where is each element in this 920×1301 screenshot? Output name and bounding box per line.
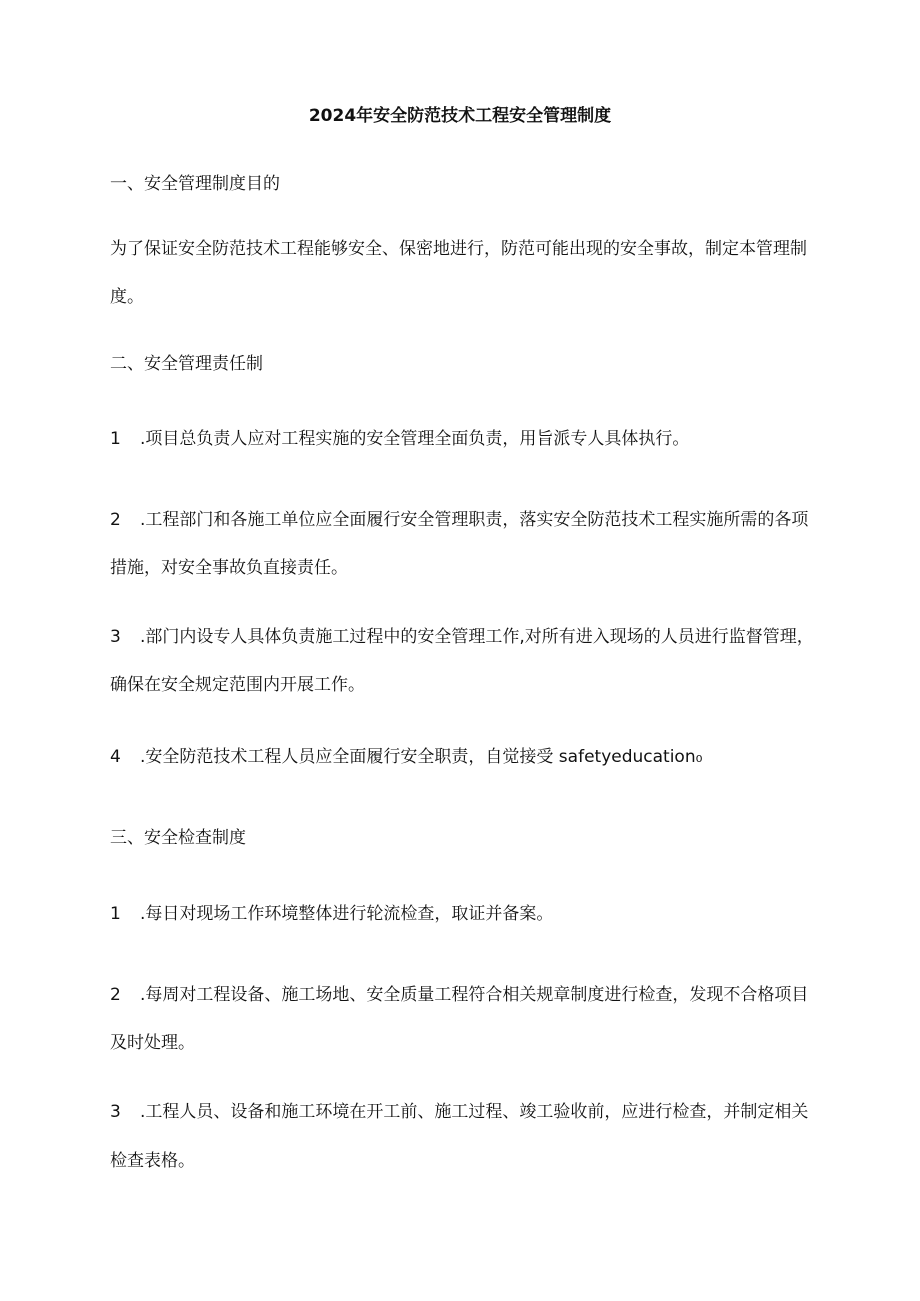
item-text: .每日对现场工作环境整体进行轮流检查，取证并备案。 <box>140 904 554 924</box>
section-heading: 三、安全检查制度 <box>110 828 246 848</box>
list-item <box>110 507 808 533</box>
item-text: .每周对工程设备、施工场地、安全质量工程符合相关规章制度进行检查，发现不合格项目 <box>140 985 809 1005</box>
item-text: .工程部门和各施工单位应全面履行安全管理职责，落实安全防范技术工程实施所需的各项 <box>140 510 809 530</box>
list-item <box>110 982 808 1008</box>
section-heading: 一、安全管理制度目的 <box>110 174 280 194</box>
item-text-continuation: 及时处理。 <box>110 1033 195 1053</box>
item-text-continuation: 确保在安全规定范围内开展工作。 <box>110 675 365 695</box>
item-text: .项目总负责人应对工程实施的安全管理全面负责，用旨派专人具体执行。 <box>140 429 690 449</box>
item-text: .安全防范技术工程人员应全面履行安全职责，自觉接受 safetyeducation₀ <box>140 747 703 767</box>
item-text: .工程人员、设备和施工环境在开工前、施工过程、竣工验收前，应进行检查，并制定相关 <box>140 1102 809 1122</box>
item-number: 4 <box>110 747 121 767</box>
paragraph-line: 度。 <box>110 287 144 307</box>
document-title: 2024年安全防范技术工程安全管理制度 <box>308 106 612 126</box>
list-item <box>110 1099 808 1125</box>
item-number: 3 <box>110 1102 121 1122</box>
item-text-continuation: 措施，对安全事故负直接责任。 <box>110 558 348 578</box>
list-item <box>110 426 689 452</box>
item-number: 1 <box>110 429 121 449</box>
item-number: 1 <box>110 904 121 924</box>
paragraph-line: 为了保证安全防范技术工程能够安全、保密地进行，防范可能出现的安全事故，制定本管理制 <box>110 239 807 259</box>
list-item <box>110 744 702 770</box>
list-item <box>110 901 553 927</box>
item-number: 2 <box>110 510 121 530</box>
item-number: 2 <box>110 985 121 1005</box>
section-heading: 二、安全管理责任制 <box>110 354 263 374</box>
item-text-continuation: 检查表格。 <box>110 1151 195 1171</box>
item-number: 3 <box>110 627 121 647</box>
list-item <box>110 624 814 650</box>
item-text: .部门内设专人具体负责施工过程中的安全管理工作,对所有进入现场的人员进行监督管理， <box>140 627 814 647</box>
